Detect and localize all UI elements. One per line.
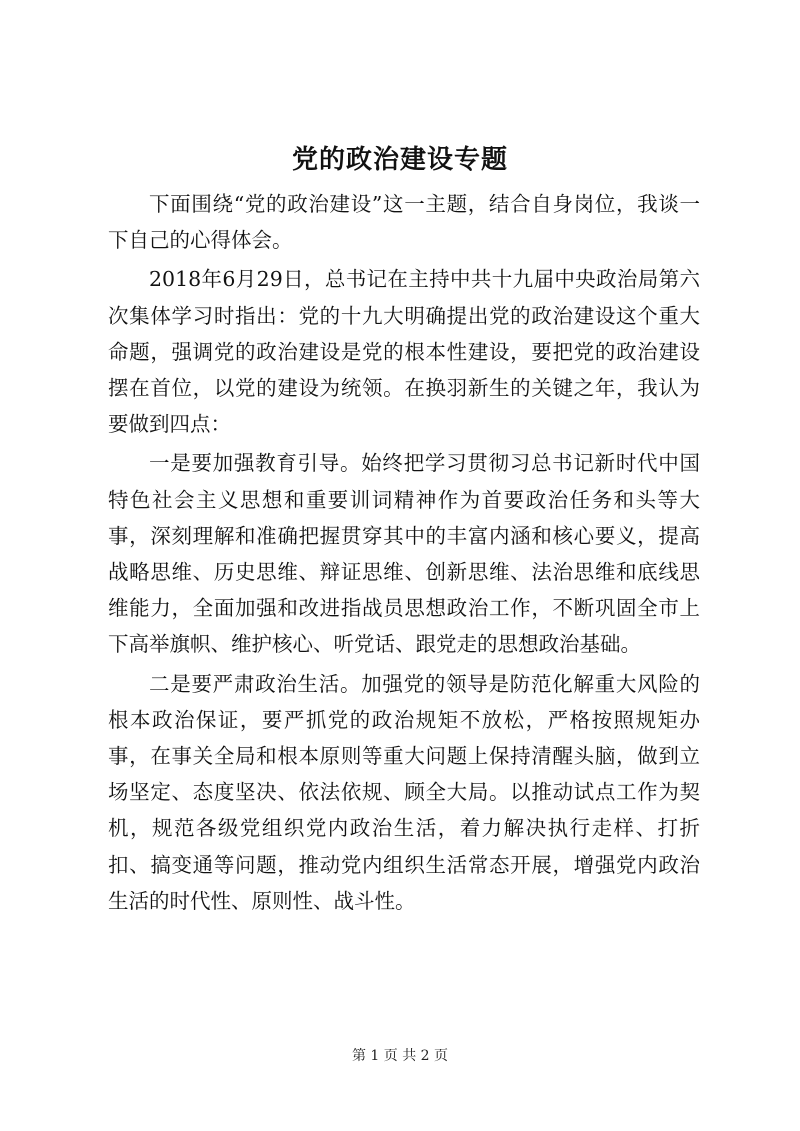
paragraph-point-two: 二是要严肃政治生活。加强党的领导是防范化解重大风险的根本政治保证，要严抓党的政治规矩不放松，严格按照规矩办事，在事关全局和根本原则等重大问题上保持清醒头脑，做到立场坚定、态度坚决、依法依规、顾全大局。以推动试点工作为契机，规范各级党组织党内政治生活，着力解决执行走样、打折扣、搞变通等问题，推动党内组织生活常态开展，增强党内政治生活的时代性、原则性、战斗性。 (108, 671, 700, 913)
paragraph-point-one: 一是要加强教育引导。始终把学习贯彻习总书记新时代中国特色社会主义思想和重要训词精神作为首要政治任务和头等大事，深刻理解和准确把握贯穿其中的丰富内涵和核心要义，提高战略思维、历史思维、辩证思维、创新思维、法治思维和底线思维能力，全面加强和改进指战员思想政治工作，不断巩固全市上下高举旗帜、维护核心、听党话、跟党走的思想政治基础。 (108, 451, 700, 657)
paragraph-background: 2018年6月29日，总书记在主持中共十九届中央政治局第六次集体学习时指出：党的十九大明确提出党的政治建设这个重大命题，强调党的政治建设是党的根本性建设，要把党的政治建设摆在首位，以党的建设为统领。在换羽新生的关键之年，我认为要做到四点： (108, 267, 700, 437)
page-footer: 第 1 页 共 2 页 (351, 1048, 449, 1064)
document-body (108, 186, 700, 922)
paragraph-intro: 下面围绕“党的政治建设”这一主题，结合自身岗位，我谈一下自己的心得体会。 (108, 192, 700, 253)
document-title: 党的政治建设专题 (291, 145, 508, 175)
